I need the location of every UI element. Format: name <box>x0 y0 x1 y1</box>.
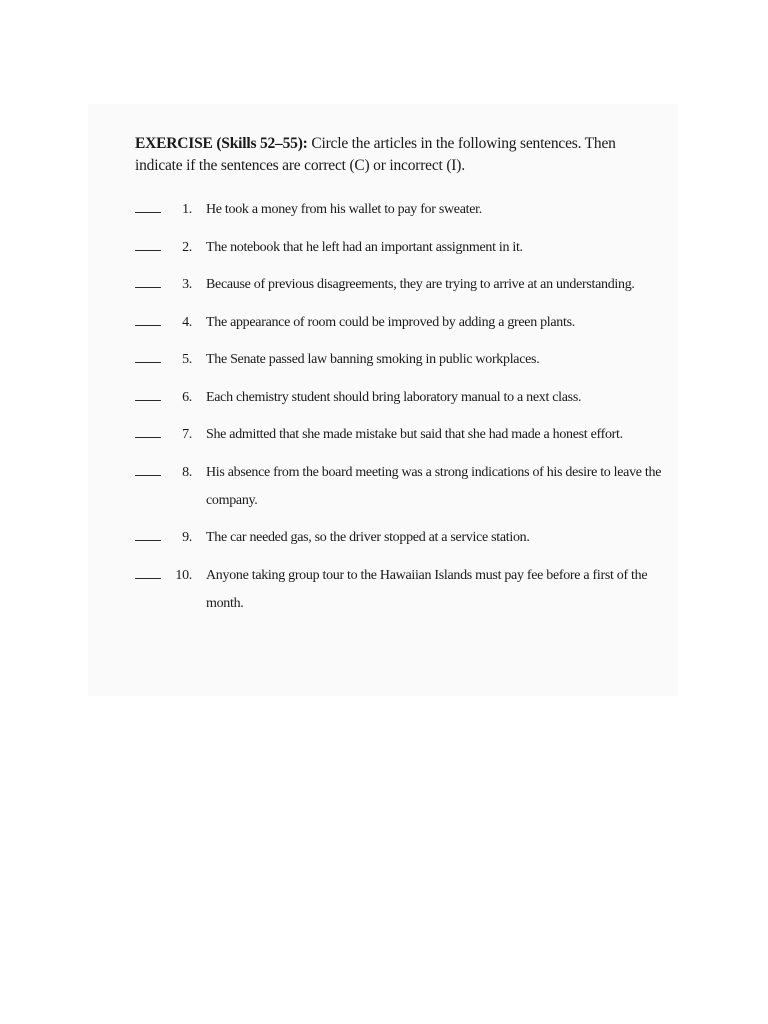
exercise-item <box>135 421 665 449</box>
exercise-item <box>135 196 665 224</box>
exercise-heading <box>135 133 665 177</box>
item-sentence: Because of previous disagreements, they are trying to arrive at an understanding. <box>206 277 635 292</box>
exercise-item <box>135 562 665 618</box>
item-number: 4. <box>182 314 192 330</box>
exercise-item <box>135 309 665 337</box>
item-sentence: He took a money from his wallet to pay for sweater. <box>206 202 482 217</box>
answer-blank[interactable] <box>135 421 161 438</box>
exercise-item <box>135 346 665 374</box>
item-number: 7. <box>182 427 192 442</box>
exercise-item <box>135 524 665 552</box>
item-sentence: Anyone taking group tour to the Hawaiian Islands must pay fee before a first of the month. <box>206 567 648 611</box>
item-number: 8. <box>182 464 192 480</box>
exercise-item <box>135 271 665 299</box>
item-sentence: She admitted that she made mistake but said that she had made a honest effort. <box>206 427 623 442</box>
item-number: 1. <box>182 202 192 217</box>
item-number: 10. <box>175 567 192 583</box>
item-sentence: The Senate passed law banning smoking in public workplaces. <box>206 352 540 367</box>
item-number: 9. <box>182 530 192 545</box>
exercise-item <box>135 234 665 262</box>
item-sentence: The notebook that he left had an important assignment in it. <box>206 239 523 255</box>
item-sentence: The appearance of room could be improved by adding a green plants. <box>206 314 575 330</box>
item-number: 2. <box>182 239 192 255</box>
answer-blank[interactable] <box>135 384 161 401</box>
exercise-item <box>135 459 665 515</box>
item-number: 6. <box>182 389 192 405</box>
item-sentence: The car needed gas, so the driver stopped at a service station. <box>206 530 530 545</box>
answer-blank[interactable] <box>135 562 161 579</box>
exercise-title: EXERCISE (Skills 52–55): <box>135 135 308 152</box>
answer-blank[interactable] <box>135 234 161 251</box>
item-sentence: Each chemistry student should bring laboratory manual to a next class. <box>206 389 582 405</box>
exercise-list <box>135 196 665 627</box>
answer-blank[interactable] <box>135 196 161 213</box>
answer-blank[interactable] <box>135 271 161 288</box>
answer-blank[interactable] <box>135 459 161 476</box>
answer-blank[interactable] <box>135 346 161 363</box>
answer-blank[interactable] <box>135 524 161 541</box>
exercise-item <box>135 384 665 412</box>
item-number: 5. <box>182 352 192 367</box>
item-number: 3. <box>182 277 192 292</box>
answer-blank[interactable] <box>135 309 161 326</box>
item-sentence: His absence from the board meeting was a strong indications of his desire to leave the company. <box>206 464 662 508</box>
exercise-instructions: Circle the articles in the following sentences. Then indicate if the sentences are correct (C) or incorrect (I). <box>135 135 616 174</box>
